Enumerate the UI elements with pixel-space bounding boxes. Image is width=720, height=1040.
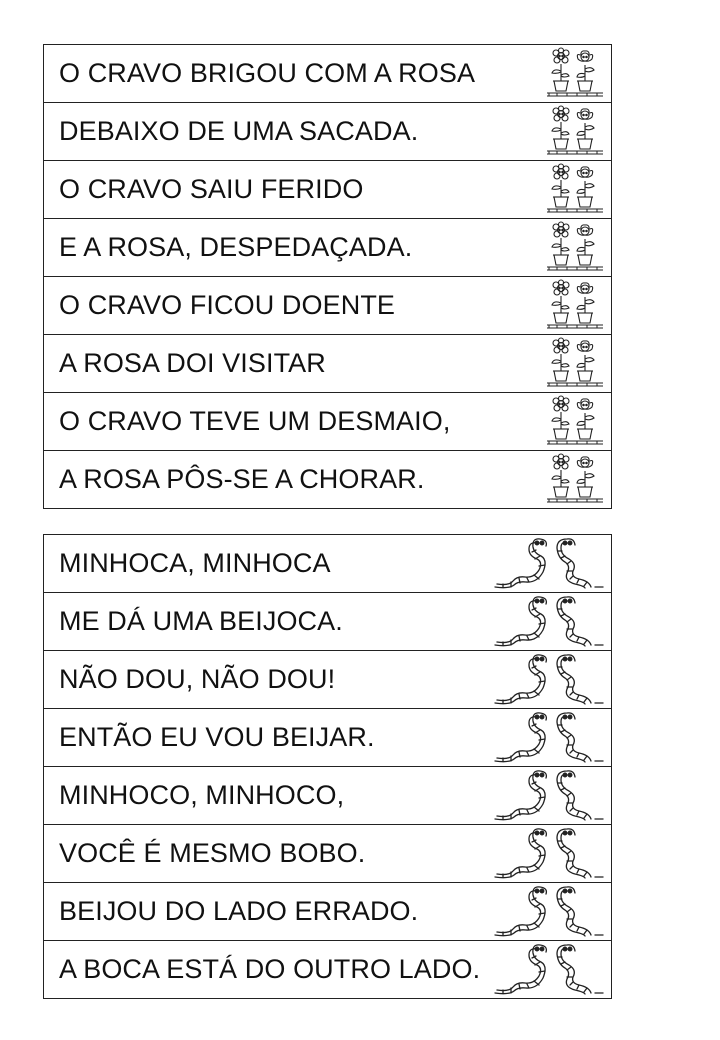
poem-line-row — [44, 335, 611, 393]
poem-line-text: A ROSA PÔS-SE A CHORAR. — [59, 464, 425, 494]
poem-line-row — [44, 393, 611, 451]
poem-line-text: O CRAVO BRIGOU COM A ROSA — [59, 58, 476, 88]
worm-pair-icon — [491, 595, 609, 648]
flower-couple-icon — [545, 221, 605, 274]
poem-minhoca-table — [43, 534, 612, 999]
poem-line-text: NÃO DOU, NÃO DOU! — [59, 664, 336, 694]
poem-line-text: A BOCA ESTÁ DO OUTRO LADO. — [59, 954, 481, 984]
poem-line-row — [44, 593, 611, 651]
poem-line-text: BEIJOU DO LADO ERRADO. — [59, 896, 419, 926]
poem-line-row — [44, 103, 611, 161]
poem-line-row — [44, 277, 611, 335]
poem-line-row — [44, 767, 611, 825]
worm-pair-icon — [491, 943, 609, 996]
poem-line-text: DEBAIXO DE UMA SACADA. — [59, 116, 419, 146]
poem-line-text: O CRAVO TEVE UM DESMAIO, — [59, 406, 451, 436]
poem-line-text: ME DÁ UMA BEIJOCA. — [59, 606, 343, 636]
poem-line-row — [44, 535, 611, 593]
worm-pair-icon — [491, 711, 609, 764]
flower-couple-icon — [545, 453, 605, 506]
poem-line-text: O CRAVO SAIU FERIDO — [59, 174, 364, 204]
poem-line-text: MINHOCO, MINHOCO, — [59, 780, 345, 810]
poem-line-row — [44, 161, 611, 219]
worm-pair-icon — [491, 653, 609, 706]
poem-cravo-rosa-table — [43, 44, 612, 509]
flower-couple-icon — [545, 163, 605, 216]
poem-line-text: E A ROSA, DESPEDAÇADA. — [59, 232, 413, 262]
flower-couple-icon — [545, 279, 605, 332]
poem-line-row — [44, 219, 611, 277]
worm-pair-icon — [491, 769, 609, 822]
poem-line-row — [44, 883, 611, 941]
poem-line-row — [44, 941, 611, 999]
poem-line-text: O CRAVO FICOU DOENTE — [59, 290, 396, 320]
poem-line-text: VOCÊ É MESMO BOBO. — [59, 838, 366, 868]
poem-line-row — [44, 825, 611, 883]
poem-line-row — [44, 651, 611, 709]
worm-pair-icon — [491, 885, 609, 938]
flower-couple-icon — [545, 105, 605, 158]
worm-pair-icon — [491, 537, 609, 590]
poem-line-row — [44, 709, 611, 767]
poem-line-row — [44, 45, 611, 103]
poem-line-text: A ROSA DOI VISITAR — [59, 348, 326, 378]
flower-couple-icon — [545, 395, 605, 448]
poem-line-row — [44, 451, 611, 509]
flower-couple-icon — [545, 337, 605, 390]
poem-line-text: MINHOCA, MINHOCA — [59, 548, 331, 578]
flower-couple-icon — [545, 47, 605, 100]
poem-line-text: ENTÃO EU VOU BEIJAR. — [59, 722, 375, 752]
worm-pair-icon — [491, 827, 609, 880]
